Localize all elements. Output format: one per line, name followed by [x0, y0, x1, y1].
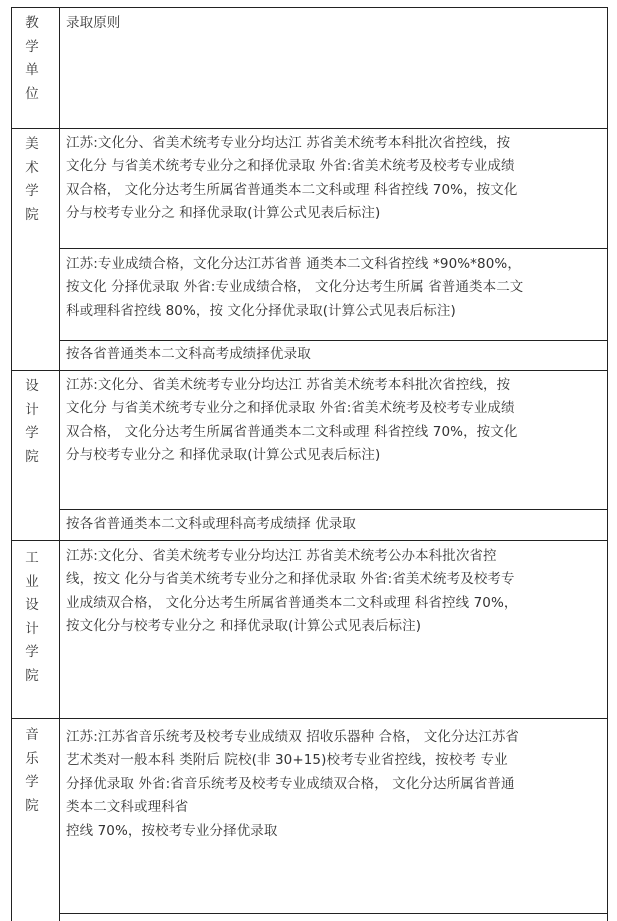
table-border-left [11, 7, 12, 921]
text-line: 江苏:文化分、省美术统考专业分均达江 苏省美术统考本科批次省控线，按 [66, 377, 511, 393]
text-line: 分与校考专业分之 和择优录取(计算公式见表后标注) [66, 447, 381, 464]
unit-music: 音 乐 学 院 [25, 727, 39, 814]
principle-cell [66, 374, 608, 468]
text-line: 文化分 与省美术统考专业分之和择优录取 外省:省美术统考及校考专业成绩 [66, 400, 515, 417]
principle-cell [66, 343, 608, 366]
text-line: 江苏:文化分、省美术统考专业分均达江 苏省美术统考本科批次省控线，按 [66, 135, 511, 151]
principle-cell [66, 726, 608, 843]
text-line: 分择优录取 外省:省音乐统考及校考专业成绩双合格， 文化分达所属省普通 [66, 775, 515, 792]
text-line: 类本二文科或理科省 [66, 799, 189, 816]
text-line: 文化分 与省美术统考专业分之和择优录取 外省:省美术统考及校考专业成绩 [66, 158, 515, 175]
principle-cell [66, 513, 608, 536]
text-line: 双合格， 文化分达考生所属省普通类本二文科或理 科省控线 70%，按文化 [66, 423, 518, 440]
table-border-top [11, 7, 608, 8]
text-line: 艺术类对一般本科 类附后 院校(非 30+15)校考专业省控线，按校考 专业 [66, 752, 508, 769]
text-line: 按各省普通类本二文科高考成绩择优录取 [66, 346, 311, 362]
cell-divider [59, 913, 608, 914]
text-line: 按文化 分择优录取 外省:专业成绩合格， 文化分达考生所属 省普通类本二文 [66, 279, 524, 296]
principle-cell [66, 545, 608, 639]
row-divider [11, 370, 608, 371]
unit-fine-arts: 美 术 学 院 [25, 136, 39, 223]
header-unit: 教 学 单 位 [25, 15, 39, 102]
principle-cell [66, 132, 608, 226]
text-line: 按各省普通类本二文科或理科高考成绩择 优录取 [66, 516, 356, 532]
row-divider [11, 540, 608, 541]
text-line: 线，按文 化分与省美术统考专业分之和择优录取 外省:省美术统考及校考专 [66, 571, 515, 588]
text-line: 业成绩双合格， 文化分达考生所属省普通类本二文科或理 科省控线 70%， [66, 594, 518, 611]
text-line: 江苏:文化分、省美术统考专业分均达江 苏省美术统考公办本科批次省控 [66, 548, 497, 564]
cell-divider [59, 340, 608, 341]
text-line: 分与校考专业分之 和择优录取(计算公式见表后标注) [66, 205, 381, 222]
unit-industrial-design: 工 业 设 计 学 院 [25, 550, 39, 684]
cell-divider [59, 509, 608, 510]
unit-design: 设 计 学 院 [25, 378, 39, 465]
text-line: 双合格， 文化分达考生所属省普通类本二文科或理 科省控线 70%，按文化 [66, 181, 518, 198]
text-line: 控线 70%，按校考专业分择优录取 [66, 822, 278, 839]
row-divider [11, 718, 608, 719]
cell-divider [59, 248, 608, 249]
header-principle: 录取原则 [66, 15, 121, 31]
text-line: 江苏:专业成绩合格，文化分达江苏省普 通类本二文科省控线 *90%*80%， [66, 256, 521, 272]
text-line: 江苏:江苏省音乐统考及校考专业成绩双 招收乐器种 合格， 文化分达江苏省 [66, 729, 520, 745]
text-line: 按文化分与校考专业分之 和择优录取(计算公式见表后标注) [66, 618, 422, 635]
text-line: 科或理科省控线 80%，按 文化分择优录取(计算公式见表后标注) [66, 302, 456, 319]
column-divider [59, 7, 60, 921]
row-divider [11, 128, 608, 129]
principle-cell [66, 253, 608, 323]
